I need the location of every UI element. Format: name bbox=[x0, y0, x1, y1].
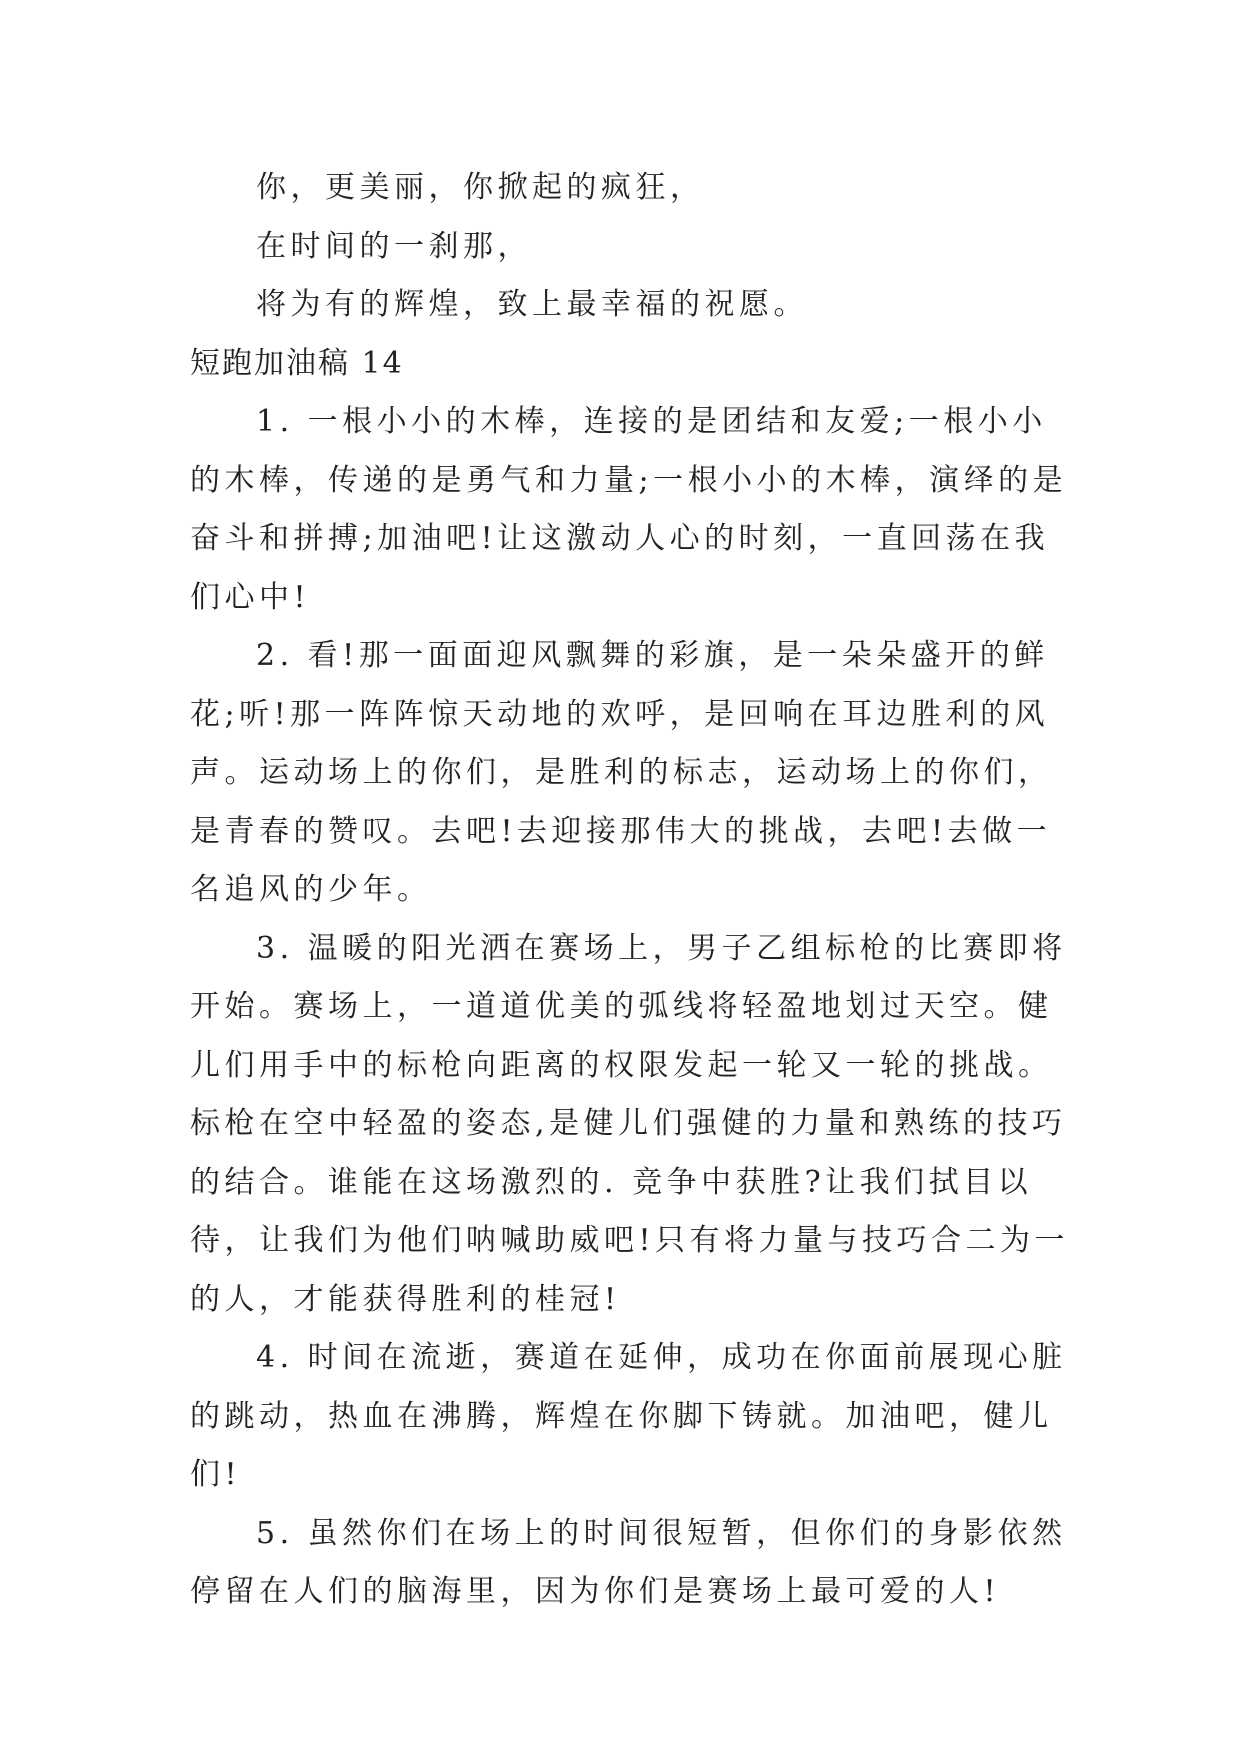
poem-line: 你，更美丽，你掀起的疯狂， bbox=[256, 170, 705, 205]
paragraph: 1. 一根小小的木棒，连接的是团结和友爱;一根小小的木棒，传递的是勇气和力量;一根小小的木棒，演绎的是奋斗和拼搏;加油吧!让这激动人心的时刻，一直回荡在我们心中! bbox=[190, 404, 1068, 615]
paragraph: 4. 时间在流逝，赛道在延伸，成功在你面前展现心脏的跳动，热血在沸腾，辉煌在你脚下铸就。加油吧，健儿们! bbox=[190, 1340, 1067, 1492]
document-body bbox=[190, 159, 1070, 1622]
paragraph: 3. 温暖的阳光洒在赛场上，男子乙组标枪的比赛即将开始。赛场上，一道道优美的弧线将轻盈地划过天空。健儿们用手中的标枪向距离的权限发起一轮又一轮的挑战。标枪在空中轻盈的姿态,是健儿们强健的力量和熟练的技巧的结合。谁能在这场激烈的. 竞争中获胜?让我们拭目以待，让我们为他们呐喊助威吧!只有将力量与技巧合二为一的人，才能获得胜利的桂冠! bbox=[190, 930, 1070, 1317]
paragraph: 2. 看!那一面面迎风飘舞的彩旗，是一朵朵盛开的鲜花;听!那一阵阵惊天动地的欢呼，是回响在耳边胜利的风声。运动场上的你们，是胜利的标志，运动场上的你们，是青春的赞叹。去吧!去迎接那伟大的挑战，去吧!去做一名追风的少年。 bbox=[190, 638, 1053, 907]
paragraph: 5. 虽然你们在场上的时间很短暂，但你们的身影依然停留在人们的脑海里，因为你们是赛场上最可爱的人! bbox=[190, 1515, 1067, 1609]
poem-line: 在时间的一刹那， bbox=[256, 228, 532, 264]
poem-line: 将为有的辉煌，致上最幸福的祝愿。 bbox=[256, 287, 808, 322]
section-title: 短跑加油稿 14 bbox=[190, 345, 404, 381]
